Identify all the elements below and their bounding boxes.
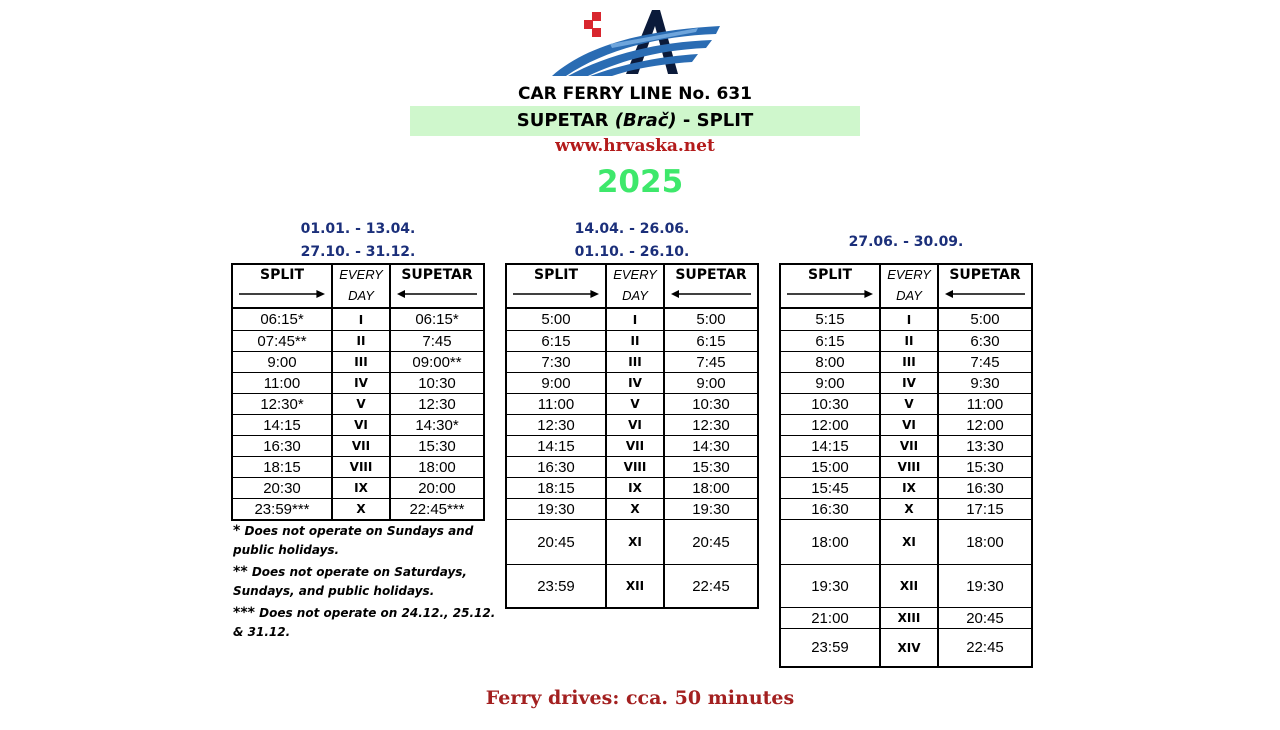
departure-split: 07:45** xyxy=(257,332,307,350)
table-row xyxy=(781,519,1031,564)
arrow-right-icon xyxy=(239,289,325,299)
timetable xyxy=(505,263,759,609)
header-from xyxy=(233,265,331,307)
table-row xyxy=(781,607,1031,628)
table-row xyxy=(781,372,1031,393)
departure-supetar: 09:00** xyxy=(389,352,483,372)
departure-supetar: 22:45*** xyxy=(389,499,483,519)
table-row xyxy=(781,564,1031,607)
departure-supetar: 5:00 xyxy=(937,309,1031,330)
departure-split: 23:59 xyxy=(811,639,849,656)
departure-supetar: 7:45 xyxy=(663,352,757,372)
trip-number: IX xyxy=(605,478,663,498)
schedule-year: 2025 xyxy=(596,164,684,200)
trip-number: XI xyxy=(879,520,937,564)
route-prefix: SUPETAR xyxy=(516,110,615,131)
timetable-body xyxy=(507,309,757,607)
trip-number: IV xyxy=(879,373,937,393)
trip-number: VII xyxy=(879,436,937,456)
period-dates: 14.04. - 26.06. xyxy=(574,221,690,237)
period-dates: 27.06. - 30.09. xyxy=(848,234,964,250)
table-row xyxy=(507,330,757,351)
table-row xyxy=(781,628,1031,666)
departure-supetar: 06:15* xyxy=(389,309,483,330)
trip-number: II xyxy=(605,331,663,351)
header-to xyxy=(937,265,1031,307)
timetable xyxy=(231,263,485,521)
period-dates: 27.10. - 31.12. xyxy=(300,244,416,260)
schedule-period xyxy=(231,218,485,264)
trip-number: VIII xyxy=(605,457,663,477)
departure-supetar: 12:00 xyxy=(937,415,1031,435)
departure-supetar: 6:30 xyxy=(937,331,1031,351)
departure-supetar: 9:00 xyxy=(663,373,757,393)
trip-number: IX xyxy=(879,478,937,498)
table-row xyxy=(781,456,1031,477)
header-every-label: EVERY xyxy=(887,267,931,282)
departure-split: 16:30 xyxy=(263,437,301,455)
departure-supetar: 9:30 xyxy=(937,373,1031,393)
departure-supetar: 12:30 xyxy=(663,415,757,435)
schedule-period xyxy=(505,218,759,264)
trip-number: X xyxy=(331,499,389,519)
table-row xyxy=(233,477,483,498)
header-every-day xyxy=(605,265,663,307)
header-day-label: DAY xyxy=(896,288,922,303)
departure-supetar: 20:45 xyxy=(663,520,757,564)
departure-split: 18:15 xyxy=(263,458,301,476)
table-row xyxy=(507,393,757,414)
table-row xyxy=(507,498,757,519)
departure-supetar: 18:00 xyxy=(663,478,757,498)
table-row xyxy=(233,372,483,393)
departure-supetar: 6:15 xyxy=(663,331,757,351)
footnote xyxy=(233,563,503,601)
header-to-label: SUPETAR xyxy=(401,267,473,283)
departure-split: 23:59*** xyxy=(254,500,310,518)
schedule-period xyxy=(779,231,1033,254)
header-every-label: EVERY xyxy=(339,267,383,282)
table-row xyxy=(507,414,757,435)
header-to xyxy=(389,265,483,307)
table-row xyxy=(781,351,1031,372)
timetable-body xyxy=(233,309,483,519)
header-every-day xyxy=(879,265,937,307)
departure-supetar: 22:45 xyxy=(663,565,757,607)
departure-supetar: 18:00 xyxy=(389,457,483,477)
departure-split: 6:15 xyxy=(815,332,845,350)
timetable-body xyxy=(781,309,1031,666)
trip-number: III xyxy=(331,352,389,372)
timetable xyxy=(779,263,1033,668)
footnote-text: Does not operate on Sundays and public holidays. xyxy=(233,524,474,557)
departure-supetar: 15:30 xyxy=(937,457,1031,477)
table-row xyxy=(781,393,1031,414)
trip-number: VI xyxy=(605,415,663,435)
header-day-label: DAY xyxy=(348,288,374,303)
table-row xyxy=(233,309,483,330)
departure-supetar: 14:30 xyxy=(663,436,757,456)
trip-number: V xyxy=(605,394,663,414)
header-every-label: EVERY xyxy=(613,267,657,282)
departure-split: 10:30 xyxy=(811,395,849,413)
arrow-right-icon xyxy=(787,289,873,299)
trip-number: XIII xyxy=(879,608,937,628)
table-row xyxy=(507,519,757,564)
departure-split: 8:00 xyxy=(815,353,845,371)
table-row xyxy=(507,372,757,393)
departure-split: 19:30 xyxy=(537,500,575,518)
trip-number: I xyxy=(331,309,389,330)
departure-supetar: 19:30 xyxy=(937,565,1031,607)
table-row xyxy=(781,414,1031,435)
header-from-label: SPLIT xyxy=(807,267,853,283)
departure-supetar: 16:30 xyxy=(937,478,1031,498)
footnote-mark: * xyxy=(233,523,241,539)
trip-number: III xyxy=(605,352,663,372)
header-from-label: SPLIT xyxy=(259,267,305,283)
footnote xyxy=(233,604,503,642)
table-row xyxy=(233,456,483,477)
footnote xyxy=(233,522,503,560)
departure-split: 6:15 xyxy=(541,332,571,350)
departure-split: 18:15 xyxy=(537,479,575,497)
table-row xyxy=(781,477,1031,498)
departure-supetar: 7:45 xyxy=(389,331,483,351)
departure-split: 20:45 xyxy=(537,533,575,551)
trip-number: II xyxy=(879,331,937,351)
route-island: (Brač) xyxy=(614,110,677,131)
table-row xyxy=(233,414,483,435)
footnotes xyxy=(233,522,503,645)
header-day-label: DAY xyxy=(622,288,648,303)
trip-number: VI xyxy=(331,415,389,435)
table-row xyxy=(233,351,483,372)
arrow-left-icon xyxy=(945,289,1025,299)
departure-split: 14:15 xyxy=(537,437,575,455)
departure-split: 15:00 xyxy=(811,458,849,476)
departure-split: 9:00 xyxy=(815,374,845,392)
departure-supetar: 10:30 xyxy=(389,373,483,393)
departure-supetar: 5:00 xyxy=(663,309,757,330)
table-row xyxy=(507,564,757,607)
departure-split: 06:15* xyxy=(260,311,304,328)
trip-number: III xyxy=(879,352,937,372)
departure-split: 11:00 xyxy=(263,374,301,392)
trip-number: XII xyxy=(605,565,663,607)
departure-supetar: 15:30 xyxy=(663,457,757,477)
header-from xyxy=(507,265,605,307)
table-row xyxy=(781,498,1031,519)
departure-supetar: 11:00 xyxy=(937,394,1031,414)
departure-supetar: 18:00 xyxy=(937,520,1031,564)
departure-split: 5:00 xyxy=(541,311,571,328)
trip-number: VIII xyxy=(331,457,389,477)
trip-number: IV xyxy=(331,373,389,393)
header-to-label: SUPETAR xyxy=(675,267,747,283)
departure-supetar: 12:30 xyxy=(389,394,483,414)
departure-split: 5:15 xyxy=(815,311,845,328)
departure-split: 16:30 xyxy=(537,458,575,476)
route-suffix: - SPLIT xyxy=(676,110,754,131)
departure-supetar: 17:15 xyxy=(937,499,1031,519)
header-from-label: SPLIT xyxy=(533,267,579,283)
footnote-mark: ** xyxy=(233,564,248,580)
trip-number: IX xyxy=(331,478,389,498)
departure-split: 14:15 xyxy=(811,437,849,455)
header-to xyxy=(663,265,757,307)
departure-supetar: 19:30 xyxy=(663,499,757,519)
table-row xyxy=(507,477,757,498)
table-row xyxy=(233,393,483,414)
trip-number: VI xyxy=(879,415,937,435)
trip-number: XIV xyxy=(879,629,937,666)
footnote-mark: *** xyxy=(233,605,255,621)
timetable-header xyxy=(233,265,483,309)
ferry-line-title: CAR FERRY LINE No. 631 xyxy=(517,84,753,104)
trip-number: VIII xyxy=(879,457,937,477)
departure-supetar: 20:00 xyxy=(389,478,483,498)
header-to-label: SUPETAR xyxy=(949,267,1021,283)
table-row xyxy=(507,456,757,477)
departure-supetar: 20:45 xyxy=(937,608,1031,628)
departure-split: 23:59 xyxy=(537,577,575,595)
trip-number: X xyxy=(605,499,663,519)
ferry-duration-note: Ferry drives: cca. 50 minutes xyxy=(485,687,795,709)
departure-supetar: 7:45 xyxy=(937,352,1031,372)
table-row xyxy=(233,435,483,456)
website-link[interactable]: www.hrvaska.net xyxy=(555,136,715,156)
arrow-right-icon xyxy=(513,289,599,299)
departure-split: 16:30 xyxy=(811,500,849,518)
route-title xyxy=(410,106,860,136)
departure-supetar: 15:30 xyxy=(389,436,483,456)
trip-number: XII xyxy=(879,565,937,607)
departure-supetar: 14:30* xyxy=(389,415,483,435)
departure-split: 15:45 xyxy=(811,479,849,497)
departure-split: 20:30 xyxy=(263,479,301,497)
trip-number: IV xyxy=(605,373,663,393)
trip-number: I xyxy=(605,309,663,330)
table-row xyxy=(781,330,1031,351)
arrow-left-icon xyxy=(397,289,477,299)
table-row xyxy=(507,351,757,372)
table-row xyxy=(781,435,1031,456)
departure-split: 12:30 xyxy=(537,416,575,434)
departure-split: 11:00 xyxy=(537,395,575,413)
departure-split: 12:30* xyxy=(260,395,304,413)
departure-split: 12:00 xyxy=(811,416,849,434)
arrow-left-icon xyxy=(671,289,751,299)
ferry-company-logo xyxy=(548,4,724,78)
header-every-day xyxy=(331,265,389,307)
trip-number: II xyxy=(331,331,389,351)
trip-number: V xyxy=(879,394,937,414)
table-row xyxy=(233,330,483,351)
period-dates: 01.01. - 13.04. xyxy=(300,221,416,237)
timetable-header xyxy=(781,265,1031,309)
trip-number: VII xyxy=(605,436,663,456)
departure-split: 9:00 xyxy=(267,353,297,371)
timetable-header xyxy=(507,265,757,309)
trip-number: X xyxy=(879,499,937,519)
footnote-text: Does not operate on Saturdays, Sundays, and public holidays. xyxy=(233,565,467,598)
departure-split: 9:00 xyxy=(541,374,571,392)
table-row xyxy=(507,309,757,330)
departure-split: 19:30 xyxy=(811,577,849,595)
departure-split: 18:00 xyxy=(811,533,849,551)
table-row xyxy=(781,309,1031,330)
table-row xyxy=(507,435,757,456)
departure-split: 7:30 xyxy=(541,353,571,371)
trip-number: I xyxy=(879,309,937,330)
period-dates: 01.10. - 26.10. xyxy=(574,244,690,260)
trip-number: VII xyxy=(331,436,389,456)
departure-supetar: 22:45 xyxy=(937,629,1031,666)
header-from xyxy=(781,265,879,307)
table-row xyxy=(233,498,483,519)
departure-supetar: 10:30 xyxy=(663,394,757,414)
trip-number: V xyxy=(331,394,389,414)
departure-split: 14:15 xyxy=(263,416,301,434)
trip-number: XI xyxy=(605,520,663,564)
departure-split: 21:00 xyxy=(811,609,849,627)
footnote-text: Does not operate on 24.12., 25.12. & 31.12. xyxy=(233,606,496,639)
departure-supetar: 13:30 xyxy=(937,436,1031,456)
